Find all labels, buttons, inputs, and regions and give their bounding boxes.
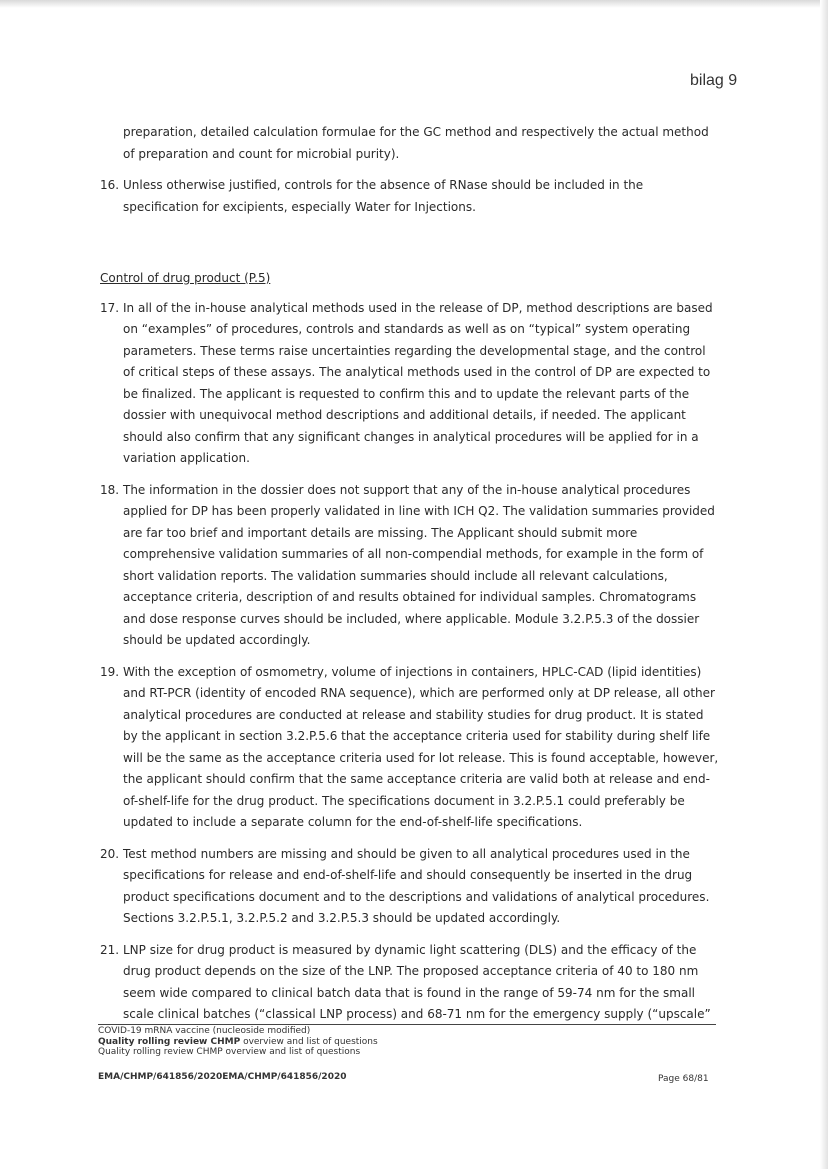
header-tag: bilag 9: [690, 72, 738, 89]
list-item-number: 17.: [100, 300, 120, 315]
list-item-19: [100, 662, 720, 834]
list-item-number: 16.: [100, 178, 120, 192]
list-item-18: [100, 480, 720, 652]
list-item-text: LNP size for drug product is measured by dynamic light scattering (DLS) and the efficacy of the drug product depends on the size of the LNP. The proposed acceptance criteria of 40 to 180 nm seem wide compared to clinical batch data that is found in the range of 59-74 nm for the small scale clinical batches (“classical LNP process) and 68-71 nm for the emergency supply (“upscale”: [123, 942, 711, 1021]
list-item-text: In all of the in-house analytical methods used in the release of DP, method descriptions are based on “examples” of procedures, controls and standards as well as on “typical” system operating parameters. These terms raise uncertainties regarding the developmental stage, and the control of critical steps of these assays. The analytical methods used in the control of DP are expected to be finalized. The applicant is requested to confirm this and to update the relevant parts of the dossier with unequivocal method descriptions and additional details, if needed. The applicant should also confirm that any significant changes in analytical procedures will be applied for in a variation application.: [123, 300, 713, 465]
document-body: [100, 122, 720, 1036]
scan-edge-right: [820, 0, 828, 1169]
list-item-16: [100, 175, 720, 218]
list-item-21: [100, 940, 720, 1026]
list-item-number: 21.: [100, 942, 120, 957]
footer-subtitle-line: Quality rolling review CHMP overview and list of questions: [98, 1047, 361, 1057]
list-item-text: The information in the dossier does not support that any of the in-house analytical procedures applied for DP has been properly validated in line with ICH Q2. The validation summaries provided are far too brief and important details are missing. The Applicant should submit more comprehensive validation summaries of all non-compendial methods, for example in the form of short validation reports. The validation summaries should include all relevant calculations, acceptance criteria, description of and results obtained for individual samples. Chromatograms and dose response curves should be included, where applicable. Module 3.2.P.5.3 of the dossier should be updated accordingly.: [123, 482, 715, 647]
list-item-number: 20.: [100, 846, 120, 861]
section-heading: Control of drug product (P.5): [100, 271, 271, 285]
scan-edge-top: [0, 0, 828, 8]
list-item-number: 19.: [100, 664, 120, 679]
page-footer: [98, 1024, 716, 1058]
footer-product-line: COVID-19 mRNA vaccine (nucleoside modified): [98, 1026, 311, 1036]
list-item-text: Test method numbers are missing and should be given to all analytical procedures used in the specifications for release and end-of-shelf-life and should consequently be inserted in the drug product specifications document and to the descriptions and validations of analytical procedures. Sections 3.2.P.5.1, 3.2.P.5.2 and 3.2.P.5.3 should be updated accordingly.: [123, 846, 710, 925]
footer-title-rest: overview and list of questions: [240, 1036, 378, 1047]
continuation-paragraph: preparation, detailed calculation formulae for the GC method and respectively the actual method of preparation and count for microbial purity).: [123, 125, 709, 161]
list-item-17: [100, 298, 720, 470]
list-item-text: With the exception of osmometry, volume of injections in containers, HPLC-CAD (lipid identities) and RT-PCR (identity of encoded RNA sequence), which are performed only at DP release, all other analytical procedures are conducted at release and stability studies for drug product. It is stated by the applicant in section 3.2.P.5.6 that the acceptance criteria used for stability during shelf life will be the same as the acceptance criteria used for lot release. This is found acceptable, however, the applicant should confirm that the same acceptance criteria are valid both at release and end-of-shelf-life for the drug product. The specifications document in 3.2.P.5.1 could preferably be updated to include a separate column for the end-of-shelf-life specifications.: [123, 664, 719, 829]
footer-title-line: [98, 1037, 716, 1048]
list-item-text: Unless otherwise justified, controls for the absence of RNase should be included in the specification for excipients, especially Water for Injections.: [123, 178, 644, 214]
page-number: Page 68/81: [658, 1074, 709, 1084]
footer-title-bold: Quality rolling review CHMP: [98, 1036, 241, 1047]
list-item-number: 18.: [100, 482, 120, 497]
list-item-20: [100, 844, 720, 930]
footer-reference: EMA/CHMP/641856/2020EMA/CHMP/641856/2020: [98, 1072, 347, 1082]
